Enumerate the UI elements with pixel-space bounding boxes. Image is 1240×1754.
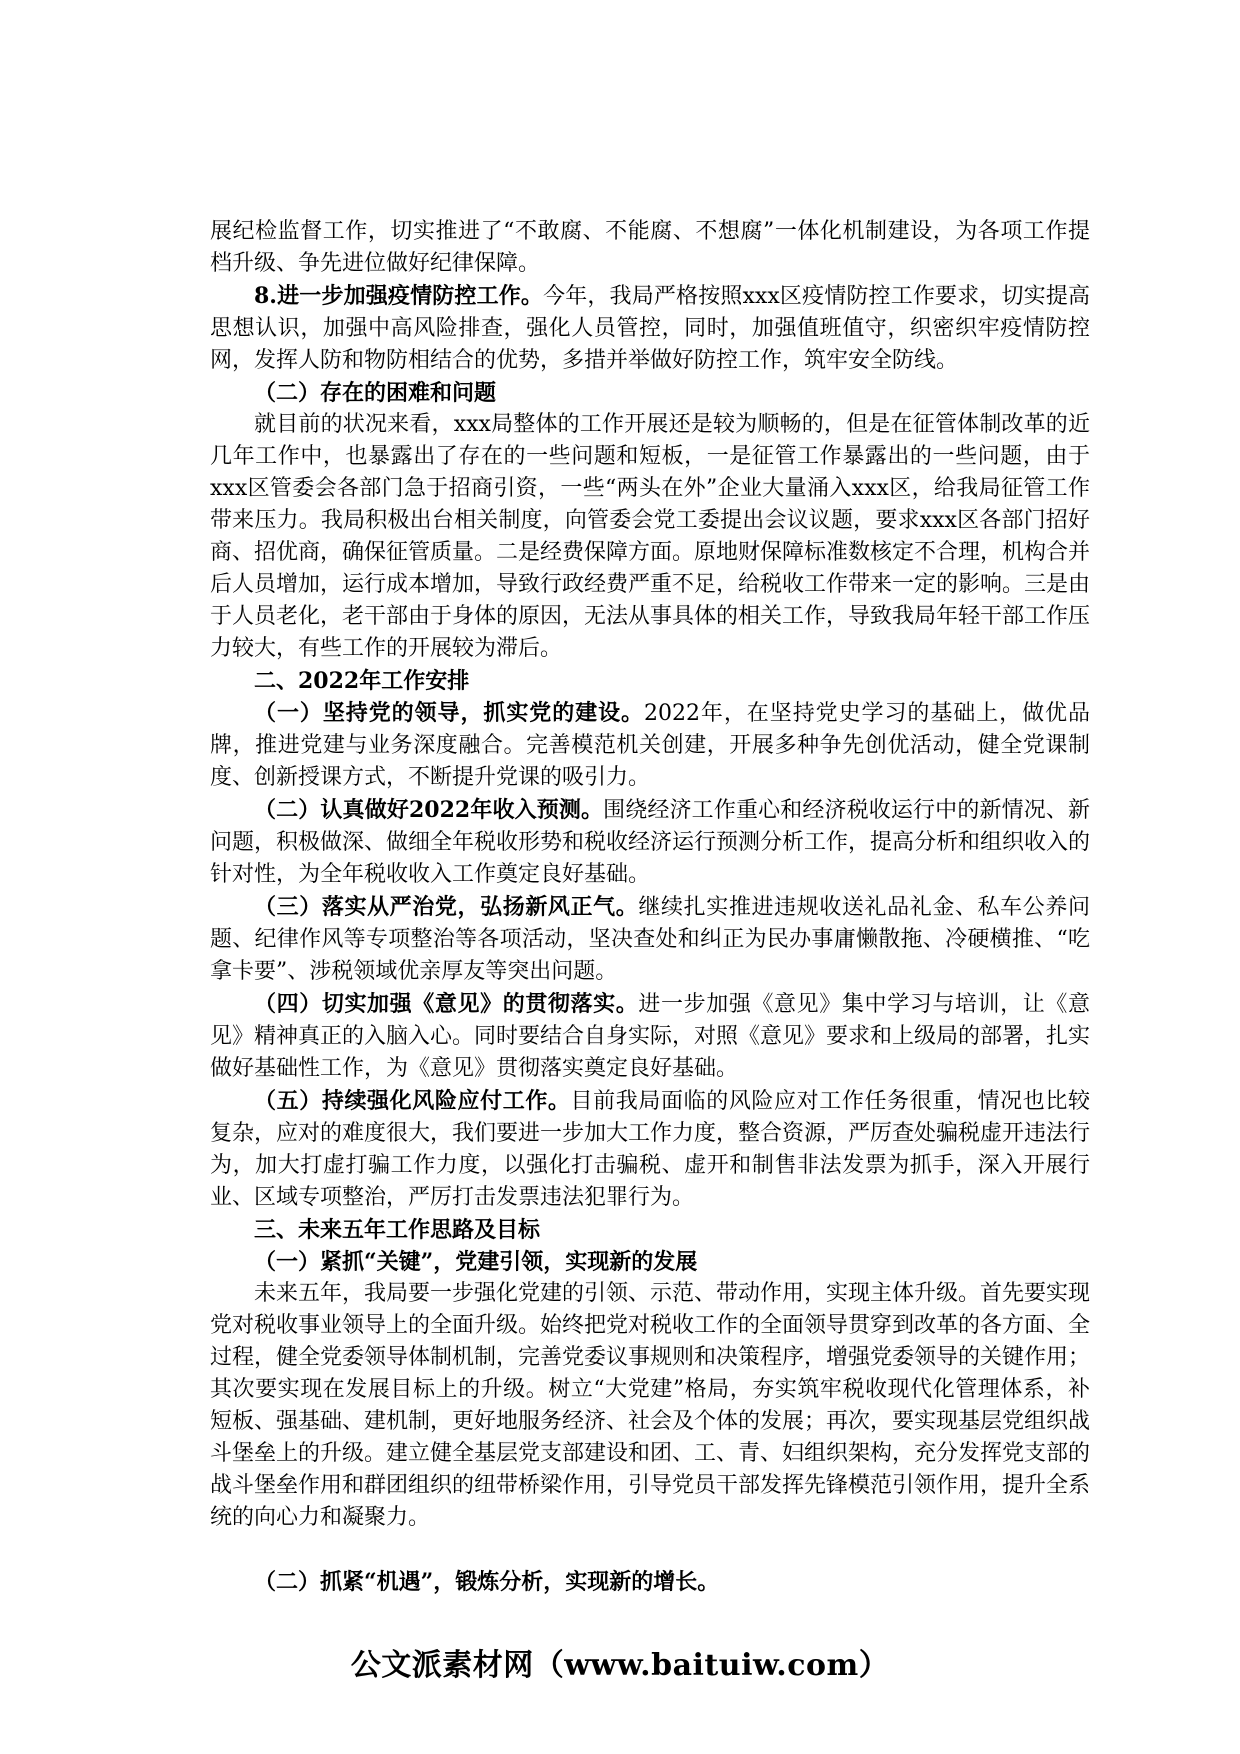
paragraph-lead: （五）持续强化风险应付工作。 bbox=[254, 1088, 571, 1114]
paragraph-text: 展纪检监督工作，切实推进了“不敢腐、不能腐、不想腐”一体化机制建设，为各项工作提档升级、争先进位做好纪律保障。 bbox=[210, 219, 1090, 276]
paragraph-lead: （一）坚持党的领导，抓实党的建设。 bbox=[254, 700, 644, 726]
paragraph-party-leadership bbox=[210, 697, 1090, 794]
paragraph-lead: （二）认真做好2022年收入预测。 bbox=[254, 797, 604, 823]
section-heading-difficulties: （二）存在的困难和问题 bbox=[254, 380, 497, 406]
paragraph-text: 继续扎实推进违规收送礼品礼金、私车公养问题、纪律作风等专项整治等各项活动，坚决查处和纠正为民办事庸懒散拖、冷硬横推、“吃拿卡要”、涉税领域优亲厚友等突出问题。 bbox=[210, 895, 1090, 984]
paragraph-text: 就目前的状况来看，xxx局整体的工作开展还是较为顺畅的，但是在征管体制改革的近几年工作中，也暴露出了存在的一些问题和短板，一是征管工作暴露出的一些问题，由于xxx区管委会各部门急于招商引资，一些“两头在外”企业大量涌入xxx区，给我局征管工作带来压力。我局积极出台相关制度，向管委会党工委提出会议议题，要求xxx区各部门招好商、招优商，确保征管质量。二是经费保障方面。原地财保障标准数核定不合理，机构合并后人员增加，运行成本增加，导致行政经费严重不足，给税收工作带来一定的影响。三是由于人员老化，老干部由于身体的原因，无法从事具体的相关工作，导致我局年轻干部工作压力较大，有些工作的开展较为滞后。 bbox=[210, 412, 1091, 661]
paragraph-continued bbox=[210, 216, 1090, 280]
paragraph-opinions-implementation bbox=[210, 988, 1090, 1085]
subsection-heading-opportunity: （二）抓紧“机遇”，锻炼分析，实现新的增长。 bbox=[254, 1569, 720, 1595]
paragraph-lead: （四）切实加强《意见》的贯彻落实。 bbox=[254, 991, 639, 1017]
paragraph-risk-response bbox=[210, 1085, 1090, 1214]
paragraph-strict-governance bbox=[210, 891, 1090, 988]
paragraph-text: 2022年，在坚持党史学习的基础上，做优品牌，推进党建与业务深度融合。完善模范机关创建，开展多种争先创优活动，健全党课制度、创新授课方式，不断提升党课的吸引力。 bbox=[210, 701, 1090, 790]
paragraph-text: 围绕经济工作重心和经济税收运行中的新情况、新问题，积极做深、做细全年税收形势和税收经济运行预测分析工作，提高分析和组织收入的针对性，为全年税收收入工作奠定良好基础。 bbox=[210, 798, 1091, 887]
paragraph-difficulties bbox=[210, 409, 1090, 665]
paragraph-revenue-forecast bbox=[210, 794, 1090, 891]
document-body bbox=[210, 216, 1090, 1598]
paragraph-lead: 8.进一步加强疫情防控工作。 bbox=[254, 283, 544, 309]
subsection-heading-key: （一）紧抓“关键”，党建引领，实现新的发展 bbox=[254, 1249, 698, 1275]
paragraph-lead: （三）落实从严治党，弘扬新风正气。 bbox=[254, 894, 639, 920]
paragraph-text: 未来五年，我局要一步强化党建的引领、示范、带动作用，实现主体升级。首先要实现党对税收事业领导上的全面升级。始终把党对税收工作的全面领导贯穿到改革的各方面、全过程，健全党委领导体制机制，完善党委议事规则和决策程序，增强党委领导的关键作用；其次要实现在发展目标上的升级。树立“大党建”格局，夯实筑牢税收现代化管理体系，补短板、强基础、建机制，更好地服务经济、社会及个体的发展；再次，要实现基层党组织战斗堡垒上的升级。建立健全基层党支部建设和团、工、青、妇组织架构，充分发挥党支部的战斗堡垒作用和群团组织的纽带桥梁作用，引导党员干部发挥先锋模范引领作用，提升全系统的向心力和凝聚力。 bbox=[210, 1281, 1091, 1530]
section-heading-2022-plan: 二、2022年工作安排 bbox=[254, 668, 470, 694]
paragraph-epidemic-control bbox=[210, 280, 1090, 377]
blank-line bbox=[210, 1534, 1090, 1566]
paragraph-text: 今年，我局严格按照xxx区疫情防控工作要求，切实提高思想认识，加强中高风险排查，强化人员管控，同时，加强值班值守，织密织牢疫情防控网，发挥人防和物防相结合的优势，多措并举做好防控工作，筑牢安全防线。 bbox=[210, 284, 1090, 373]
page-footer-watermark: 公文派素材网（www.baituiw.com） bbox=[350, 1648, 890, 1683]
section-heading-five-year-plan: 三、未来五年工作思路及目标 bbox=[254, 1217, 541, 1243]
paragraph-text: 进一步加强《意见》集中学习与培训，让《意见》精神真正的入脑入心。同时要结合自身实际，对照《意见》要求和上级局的部署，扎实做好基础性工作，为《意见》贯彻落实奠定良好基础。 bbox=[210, 992, 1091, 1081]
paragraph-text: 目前我局面临的风险应对工作任务很重，情况也比较复杂，应对的难度很大，我们要进一步加大工作力度，整合资源，严厉查处骗税虚开违法行为，加大打虚打骗工作力度，以强化打击骗税、虚开和制售非法发票为抓手，深入开展行业、区域专项整治，严厉打击发票违法犯罪行为。 bbox=[210, 1089, 1091, 1210]
paragraph-party-building bbox=[210, 1278, 1090, 1534]
